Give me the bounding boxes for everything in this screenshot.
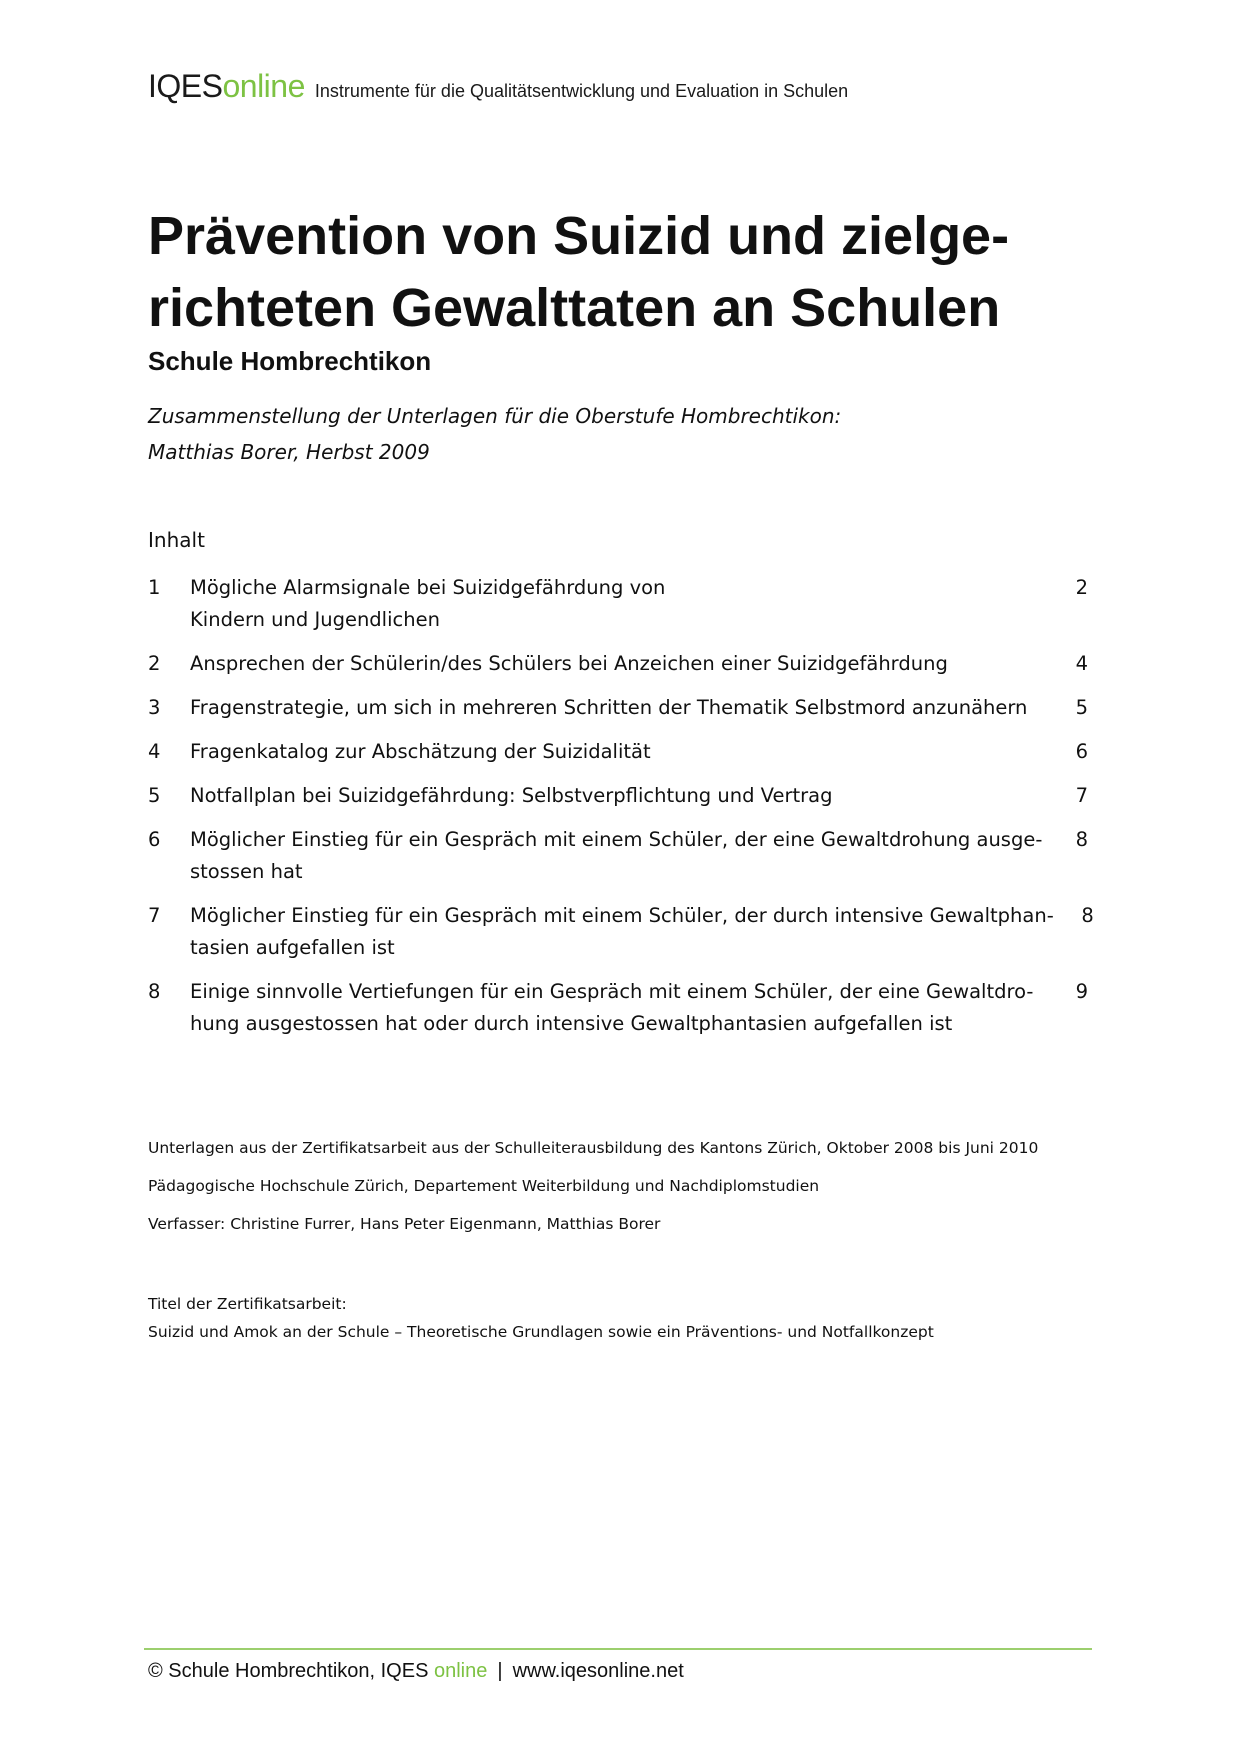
toc-item-title [190,976,1048,1040]
toc-item-page: 8 [1075,828,1088,851]
toc-item-title-line: Fragenkatalog zur Abschätzung der Suizidalität [190,740,651,763]
toc-item-number: 7 [148,904,161,927]
certificate-label: Titel der Zertifikatsarbeit: [148,1295,347,1313]
toc-item-title-line: Notfallplan bei Suizidgefährdung: Selbstverpflichtung und Vertrag [190,784,833,807]
document-subtitle: Schule Hombrechtikon [148,346,432,376]
toc-item-page: 2 [1075,576,1088,599]
header-tagline: Instrumente für die Qualitätsentwicklung und Evaluation in Schulen [314,81,849,101]
title-line-2: richteten Gewalttaten an Schulen [148,278,1001,338]
footer-separator: | [497,1660,503,1682]
credits-institution: Pädagogische Hochschule Zürich, Departement Weiterbildung und Nachdiplomstudien [148,1177,820,1195]
toc-item-title [190,692,1048,724]
toc-item-number: 4 [148,740,161,763]
toc-item-title-line: hung ausgestossen hat oder durch intensive Gewaltphantasien aufgefallen ist [190,1012,953,1035]
toc-item[interactable] [148,736,1088,768]
toc-item[interactable] [148,780,1088,812]
toc-item-number: 2 [148,652,161,675]
toc-item-page: 9 [1075,980,1088,1003]
credits-source: Unterlagen aus der Zertifikatsarbeit aus der Schulleiterausbildung des Kantons Zürich, Oktober 2008 bis Juni 2010 [148,1139,1039,1157]
toc-item-title-line: Fragenstrategie, um sich in mehreren Schritten der Thematik Selbstmord anzunähern [190,696,1028,719]
certificate-title: Suizid und Amok an der Schule – Theoretische Grundlagen sowie ein Präventions- und Notfallkonzept [148,1323,934,1341]
toc-item-title [190,900,1054,964]
footer-website-link[interactable]: www.iqesonline.net [512,1660,684,1682]
toc-item-title-line: Mögliche Alarmsignale bei Suizidgefährdung von [190,576,666,599]
toc-item-number: 6 [148,828,161,851]
document-intro [148,398,841,470]
toc-item-page: 7 [1075,784,1088,807]
toc-item[interactable] [148,976,1088,1040]
footer-copyright: © Schule Hombrechtikon, IQES [148,1660,429,1682]
toc-item[interactable] [148,692,1088,724]
toc-item-number: 5 [148,784,161,807]
toc-item-title-line: tasien aufgefallen ist [190,936,395,959]
iqes-logo [148,70,305,102]
intro-line-1: Zusammenstellung der Unterlagen für die Oberstufe Hombrechtikon: [148,404,842,428]
toc-item-number: 8 [148,980,161,1003]
toc-item-title-line: Einige sinnvolle Vertiefungen für ein Gespräch mit einem Schüler, der eine Gewaltdro- [190,980,1034,1003]
toc-item-title [190,736,1048,768]
toc-item-page: 8 [1081,904,1094,927]
toc-item-title [190,572,1048,636]
footer-divider [144,1648,1092,1650]
logo-online-text: online [222,68,305,104]
toc-item[interactable] [148,648,1088,680]
toc-item-page: 5 [1075,696,1088,719]
toc-item-page: 6 [1075,740,1088,763]
page-header [148,70,848,102]
toc-item-title [190,824,1048,888]
toc-item[interactable] [148,824,1088,888]
toc-item-number: 1 [148,576,161,599]
toc-item[interactable] [148,900,1094,964]
certificate-block [148,1290,934,1346]
toc-item-title [190,648,1048,680]
document-title [148,200,1108,344]
logo-iqes-text: IQES [148,68,223,104]
toc-item-page: 4 [1075,652,1088,675]
toc-item-title-line: Möglicher Einstieg für ein Gespräch mit einem Schüler, der eine Gewaltdrohung ausge- [190,828,1043,851]
toc-heading: Inhalt [148,528,205,552]
credits-block [148,1136,1038,1250]
toc-item[interactable] [148,572,1088,636]
footer-online: online [433,1660,488,1682]
page-footer [148,1660,684,1683]
credits-authors: Verfasser: Christine Furrer, Hans Peter Eigenmann, Matthias Borer [148,1215,661,1233]
toc-item-title [190,780,1048,812]
intro-line-2: Matthias Borer, Herbst 2009 [148,440,430,464]
toc-item-title-line: Kindern und Jugendlichen [190,608,440,631]
table-of-contents [148,572,1094,1052]
toc-item-title-line: Möglicher Einstieg für ein Gespräch mit einem Schüler, der durch intensive Gewaltphan- [190,904,1054,927]
toc-item-number: 3 [148,696,161,719]
toc-item-title-line: stossen hat [190,860,303,883]
toc-item-title-line: Ansprechen der Schülerin/des Schülers bei Anzeichen einer Suizidgefährdung [190,652,948,675]
title-line-1: Prävention von Suizid und zielge- [148,206,1010,266]
